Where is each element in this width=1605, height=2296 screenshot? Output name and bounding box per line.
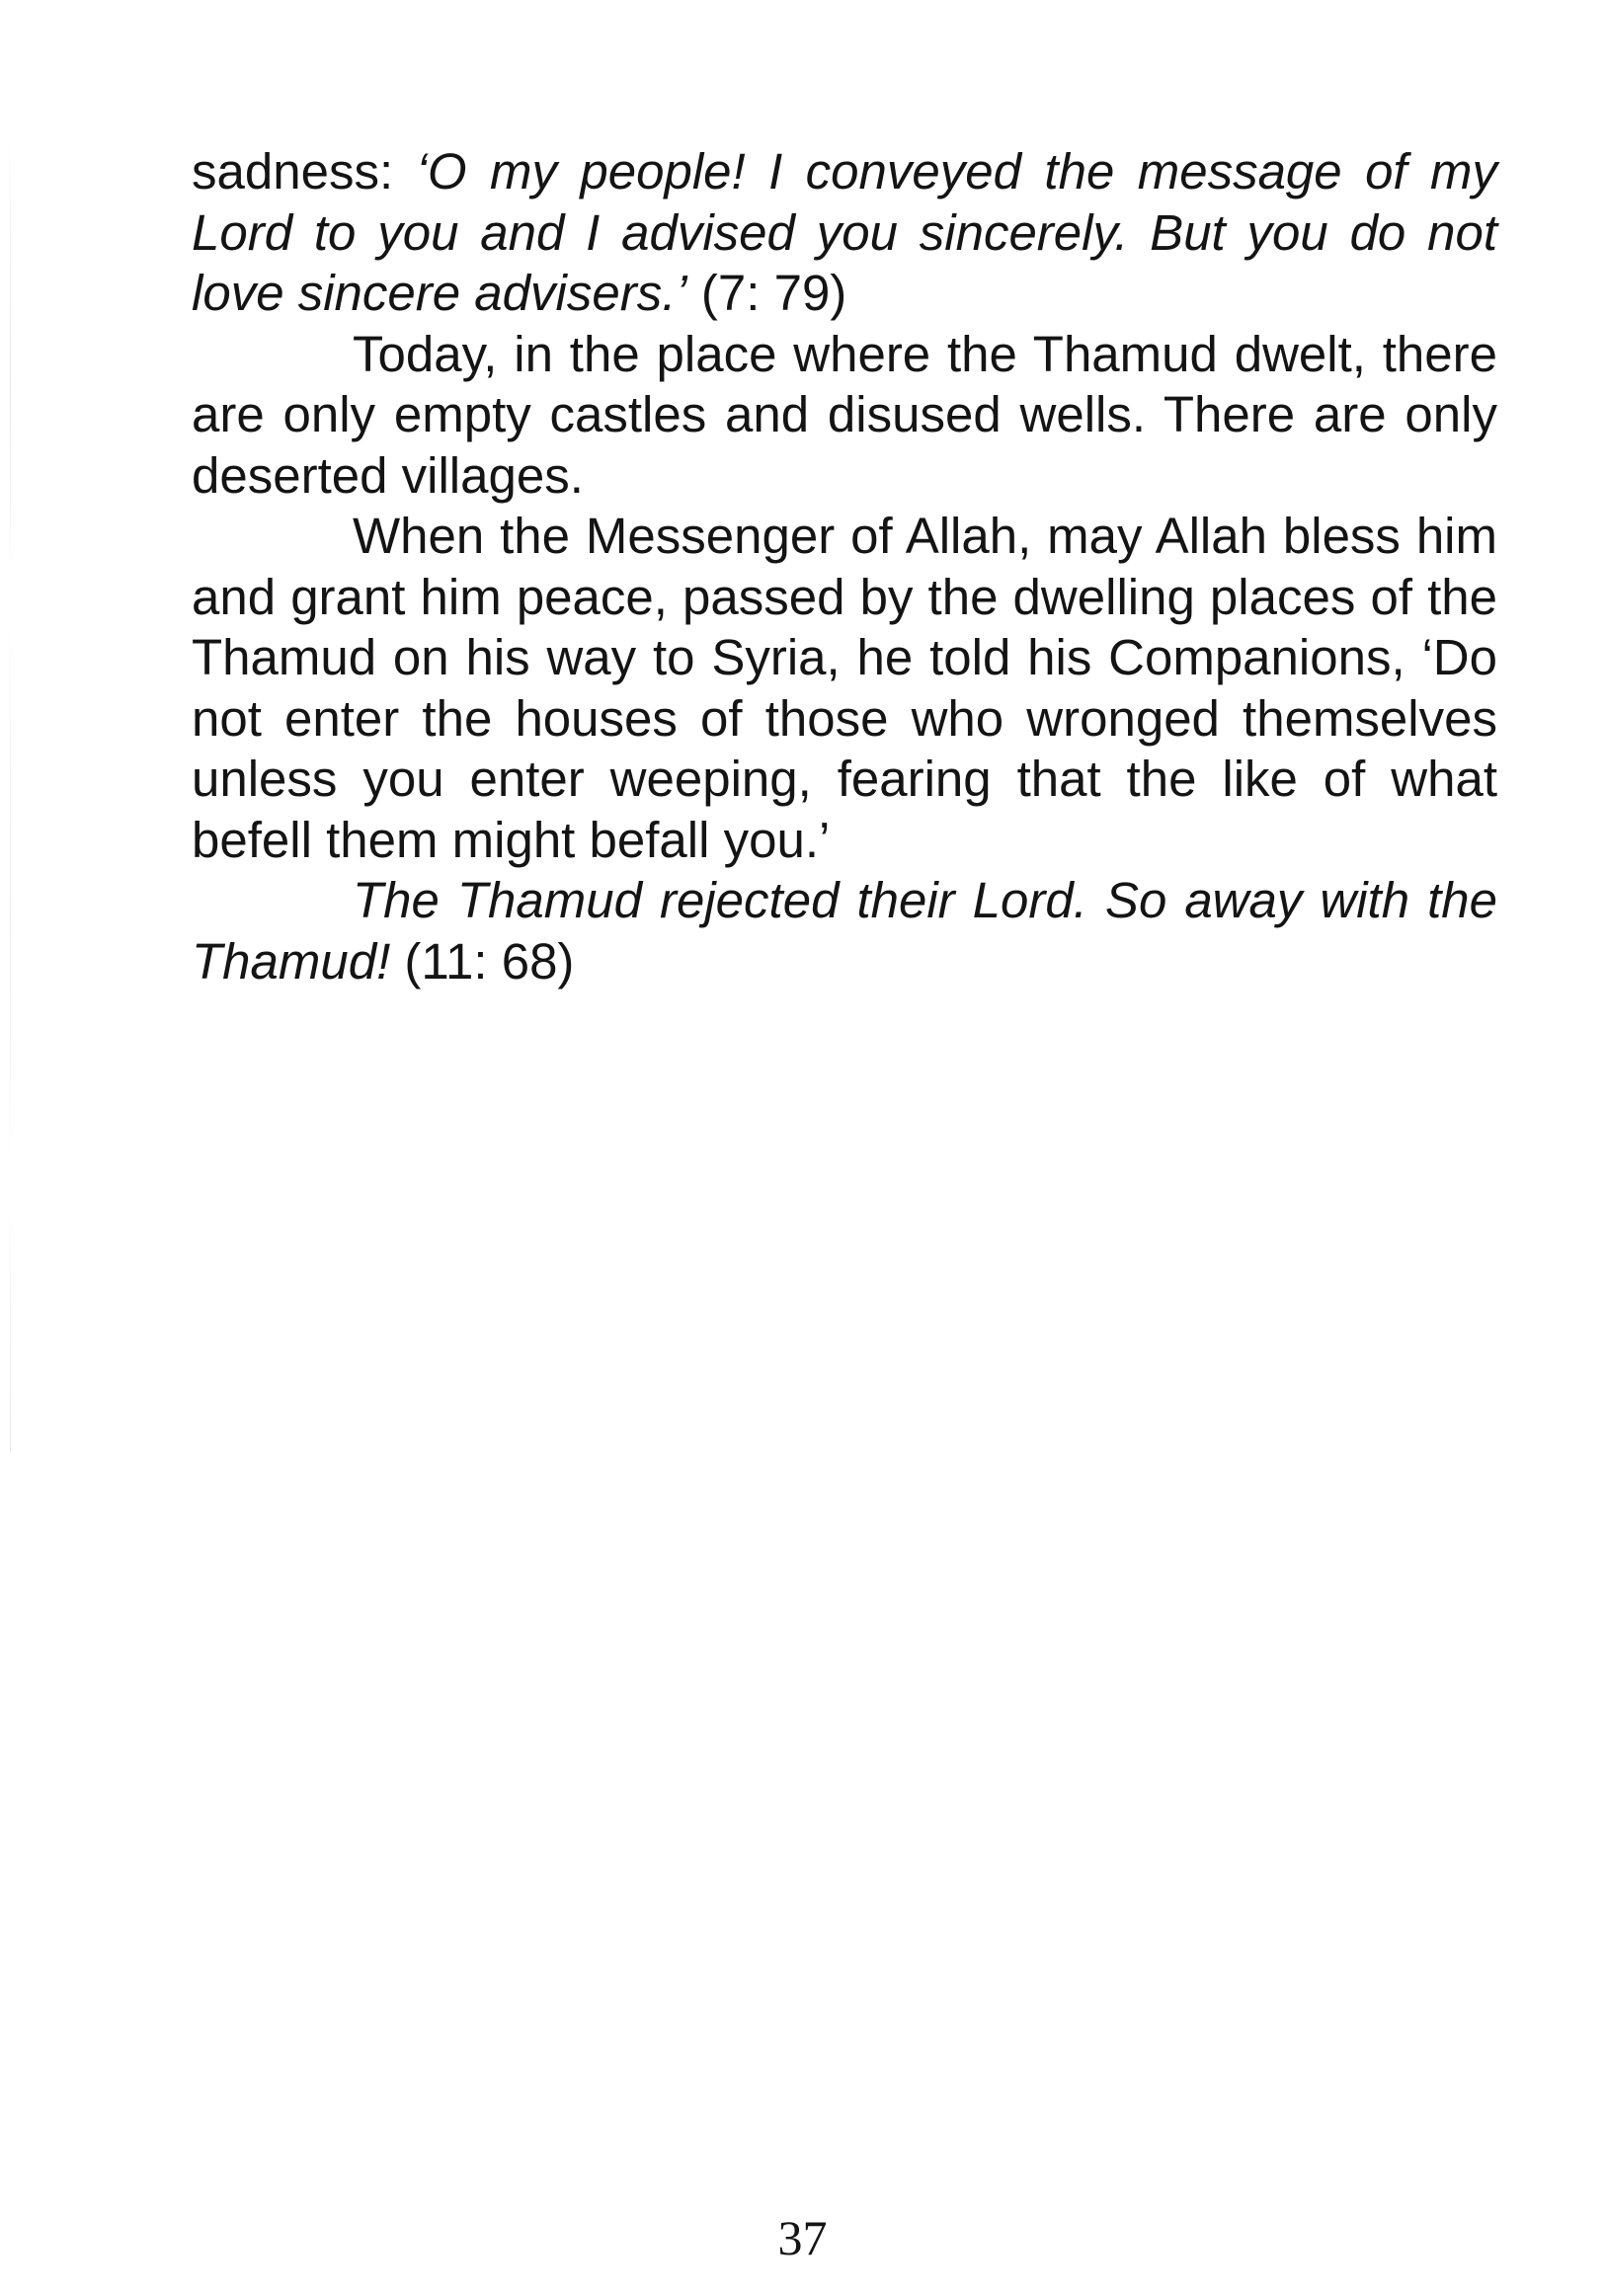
page-number: 37 [777, 2210, 828, 2265]
quran-reference: (11: 68) [390, 932, 575, 990]
body-text [192, 141, 1497, 991]
quran-reference: (7: 79) [686, 265, 847, 321]
paragraph-continuation [192, 141, 1497, 324]
scan-edge [10, 119, 11, 1452]
paragraph-messenger: When the Messenger of Allah, may Allah bless him and grant him peace, passed by the dwelling places of the Thamud on his way to Syria, he told his Companions, ‘Do not enter the houses of those who wronged themselves unless you enter weeping, fearing that the like of what befell them might befall you.’ [192, 508, 1497, 868]
quran-quote: ‘O my people! I conveyed the message of my Lord to you and I advised you sincerely. But you do not love sincere advisers.’ [192, 143, 1498, 321]
quran-quote: The Thamud rejected their Lord. So away with the Thamud! [192, 872, 1497, 990]
paragraph-closing-verse [192, 870, 1497, 991]
paragraph-lead: sadness: [192, 143, 417, 199]
paragraph-thamud-today: Today, in the place where the Thamud dwelt, there are only empty castles and disused wells. There are only deserted villages. [192, 325, 1497, 504]
